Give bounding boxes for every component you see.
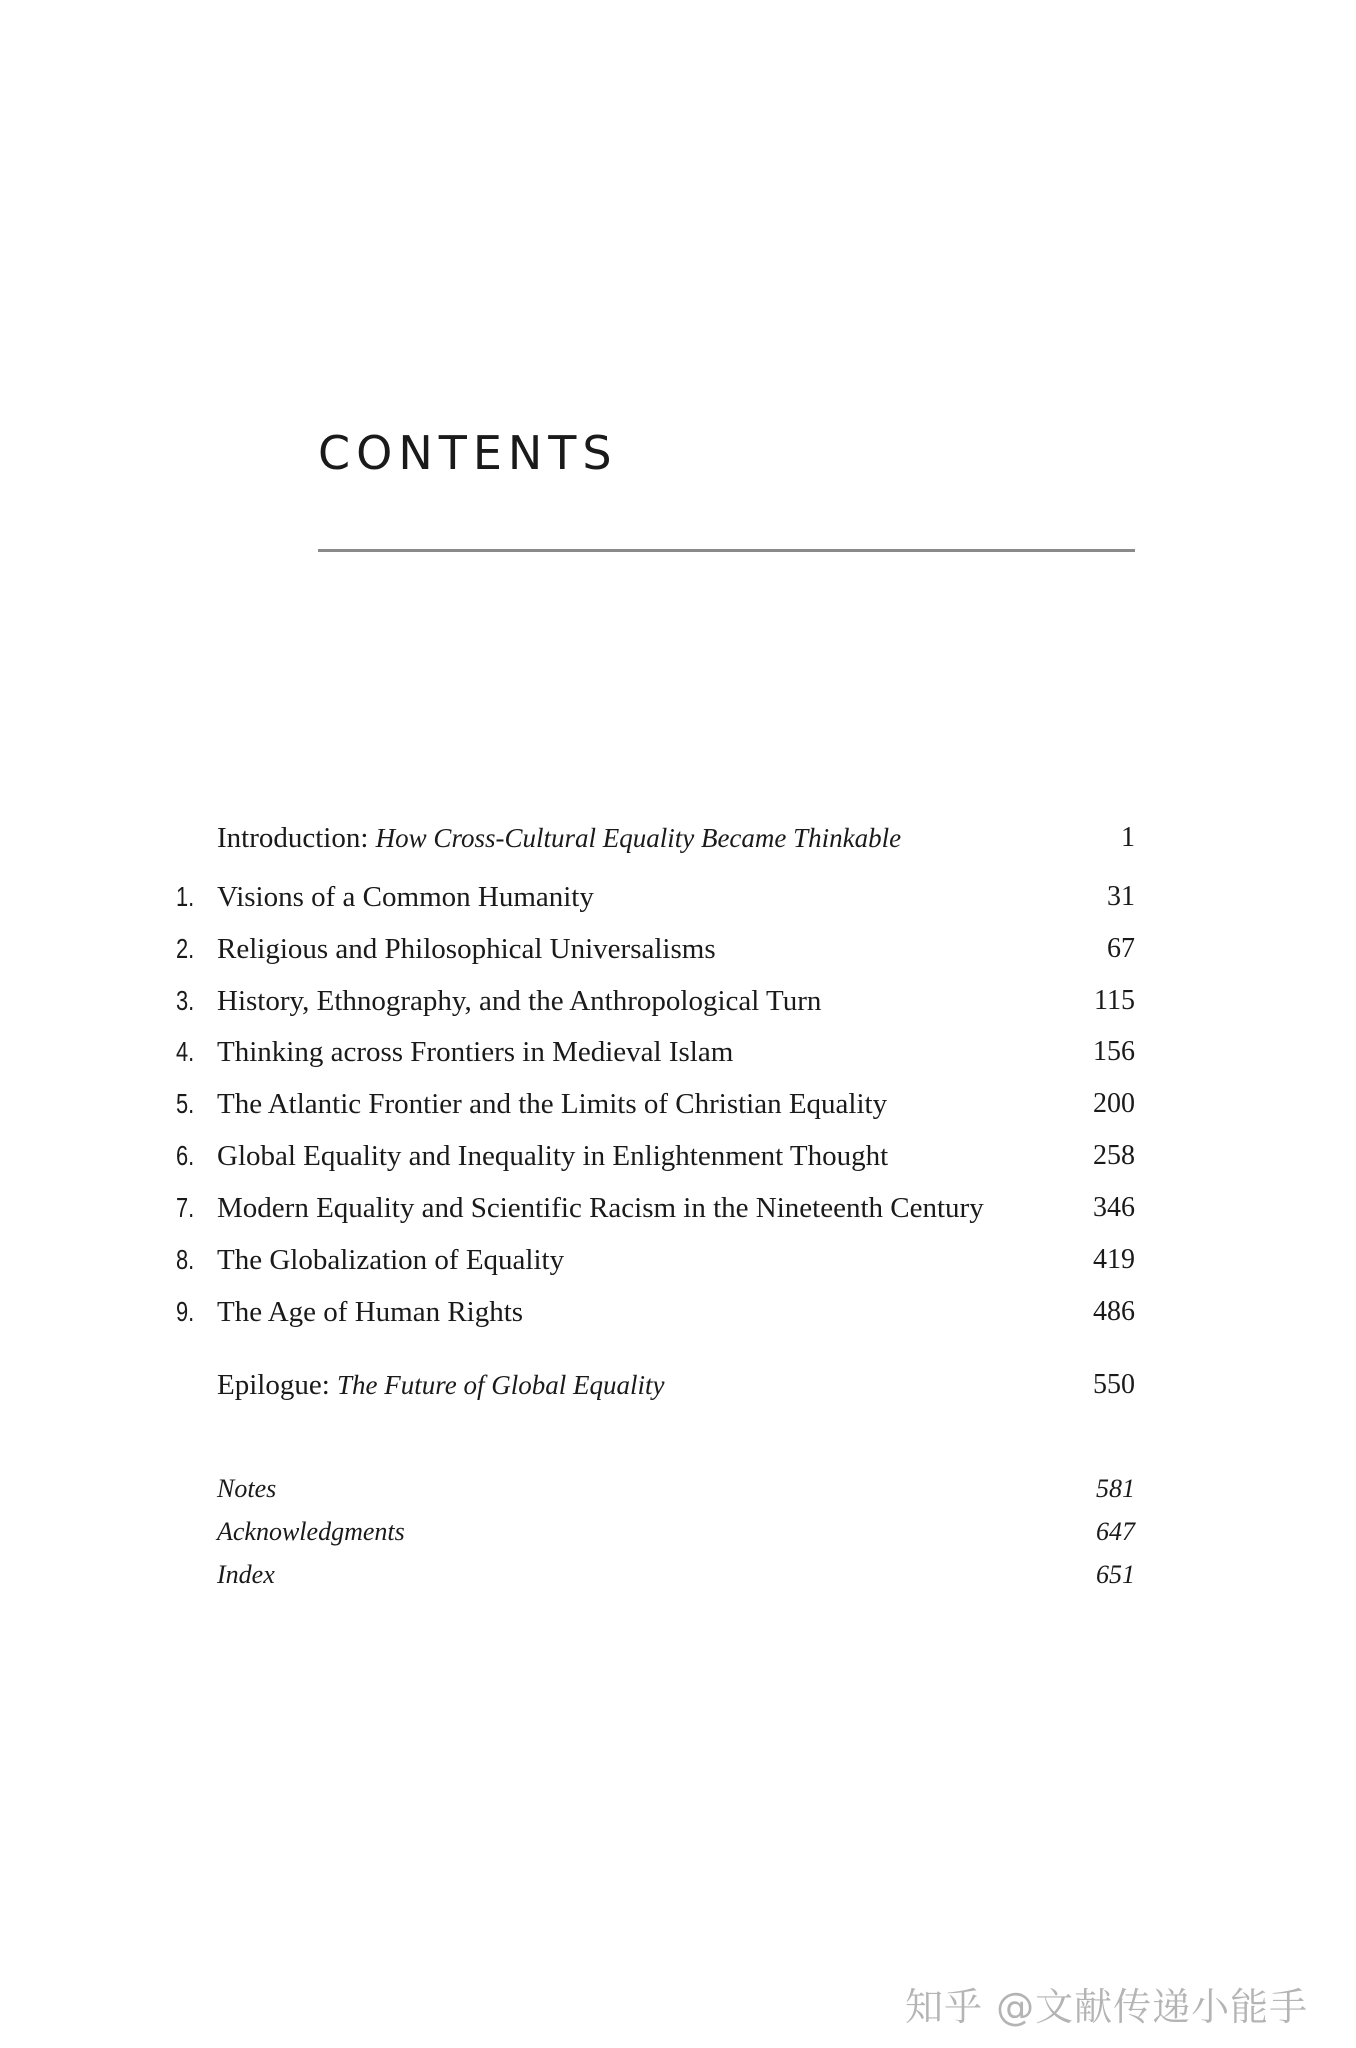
introduction-page: 1 <box>1121 822 1135 853</box>
chapter-page: 200 <box>1093 1088 1135 1119</box>
chapter-title: The Age of Human Rights <box>217 1296 524 1328</box>
chapter-number: 3. <box>176 985 195 1016</box>
back-matter-page: 651 <box>1096 1560 1135 1589</box>
chapter-page: 115 <box>1094 985 1135 1016</box>
chapter-title: The Atlantic Frontier and the Limits of Christian Equality <box>217 1088 888 1120</box>
toc-introduction[interactable] <box>0 816 1356 860</box>
back-matter-title: Notes <box>217 1474 277 1503</box>
chapter-page: 31 <box>1107 881 1135 912</box>
watermark: 知乎 @文献传递小能手 <box>905 1985 1309 2029</box>
chapter-number: 9. <box>176 1296 195 1327</box>
toc-chapter-6[interactable] <box>0 1134 1356 1178</box>
chapter-number: 1. <box>176 881 195 912</box>
chapter-title: Religious and Philosophical Universalisms <box>217 933 716 965</box>
back-matter-title: Acknowledgments <box>217 1517 405 1546</box>
toc-chapter-9[interactable] <box>0 1290 1356 1334</box>
toc-chapter-3[interactable] <box>0 979 1356 1023</box>
chapter-page: 67 <box>1107 933 1135 964</box>
chapter-page: 346 <box>1093 1192 1135 1223</box>
chapter-page: 486 <box>1093 1296 1135 1327</box>
introduction-label: Introduction: <box>217 822 369 854</box>
toc-chapter-5[interactable] <box>0 1082 1356 1126</box>
chapter-page: 419 <box>1093 1244 1135 1275</box>
contents-heading: CONTENTS <box>318 426 618 480</box>
chapter-title: Thinking across Frontiers in Medieval Islam <box>217 1036 734 1068</box>
back-matter-title: Index <box>217 1560 275 1589</box>
epilogue-page: 550 <box>1093 1369 1135 1400</box>
chapter-title: Visions of a Common Humanity <box>217 881 594 913</box>
toc-chapter-2[interactable] <box>0 927 1356 971</box>
toc-chapter-4[interactable] <box>0 1030 1356 1074</box>
chapter-page: 258 <box>1093 1140 1135 1171</box>
chapter-number: 7. <box>176 1192 195 1223</box>
chapter-title: The Globalization of Equality <box>217 1244 565 1276</box>
chapter-page: 156 <box>1093 1036 1135 1067</box>
toc-chapter-8[interactable] <box>0 1238 1356 1282</box>
toc-chapter-1[interactable] <box>0 875 1356 919</box>
chapter-number: 5. <box>176 1088 195 1119</box>
toc-index[interactable] <box>0 1555 1356 1599</box>
chapter-title: History, Ethnography, and the Anthropological Turn <box>217 985 822 1017</box>
toc-notes[interactable] <box>0 1469 1356 1513</box>
heading-rule <box>318 549 1135 552</box>
toc-epilogue[interactable] <box>0 1363 1356 1407</box>
epilogue-label: Epilogue: <box>217 1369 330 1401</box>
chapter-number: 6. <box>176 1140 195 1171</box>
back-matter-page: 581 <box>1096 1474 1135 1503</box>
chapter-number: 8. <box>176 1244 195 1275</box>
toc-chapter-7[interactable] <box>0 1186 1356 1230</box>
back-matter-page: 647 <box>1096 1517 1135 1546</box>
chapter-title: Global Equality and Inequality in Enlightenment Thought <box>217 1140 889 1172</box>
epilogue-title <box>217 1363 664 1407</box>
chapter-number: 2. <box>176 933 195 964</box>
epilogue-subtitle: The Future of Global Equality <box>337 1370 665 1400</box>
toc-acknowledgments[interactable] <box>0 1512 1356 1556</box>
introduction-subtitle: How Cross-Cultural Equality Became Thinkable <box>375 823 902 853</box>
introduction-title <box>217 816 901 860</box>
chapter-title: Modern Equality and Scientific Racism in the Nineteenth Century <box>217 1192 984 1224</box>
chapter-number: 4. <box>176 1036 195 1067</box>
